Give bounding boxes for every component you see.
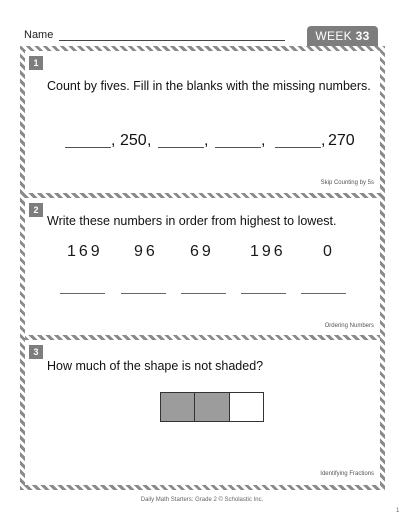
answer-line[interactable] <box>181 293 226 294</box>
answer-line[interactable] <box>121 293 166 294</box>
question-prompt: How much of the shape is not shaded? <box>47 359 264 373</box>
section-1 <box>25 51 380 193</box>
question-prompt: Count by fives. Fill in the blanks with the missing numbers. <box>47 79 371 93</box>
skill-label: Skip Counting by 5s <box>320 180 374 186</box>
number-item: 196 <box>250 243 286 260</box>
skill-label: Ordering Numbers <box>324 323 374 329</box>
question-number-badge: 1 <box>29 56 43 70</box>
skill-label: Identifying Fractions <box>320 471 374 477</box>
section-3 <box>25 335 380 485</box>
unshaded-cell <box>230 393 263 421</box>
comma: , <box>261 132 266 149</box>
week-label: WEEK <box>315 29 352 43</box>
number-item: 169 <box>67 243 103 260</box>
comma: , <box>204 132 209 149</box>
answer-blank[interactable] <box>158 147 204 148</box>
known-number: 250 <box>120 132 147 149</box>
shaded-cell <box>161 393 195 421</box>
number-list <box>45 243 365 267</box>
comma: , <box>147 132 152 149</box>
question-number-badge: 3 <box>29 345 43 359</box>
comma: , <box>111 132 116 149</box>
name-label: Name <box>24 29 54 41</box>
week-number: 33 <box>355 29 370 43</box>
name-line[interactable] <box>59 40 285 41</box>
page-number: 1 <box>396 508 400 514</box>
shaded-cell <box>195 393 229 421</box>
answer-line[interactable] <box>241 293 286 294</box>
answer-line[interactable] <box>301 293 346 294</box>
question-prompt: Write these numbers in order from highest to lowest. <box>47 214 337 228</box>
answer-blank[interactable] <box>215 147 261 148</box>
week-tab <box>307 26 378 46</box>
answer-blank[interactable] <box>65 147 111 148</box>
section-2 <box>25 193 380 335</box>
answer-line[interactable] <box>60 293 105 294</box>
footer-credit: Daily Math Starters: Grade 2 © Scholastic Inc. <box>140 497 264 503</box>
question-number-badge: 2 <box>29 203 43 217</box>
number-item: 96 <box>134 243 158 260</box>
comma: , <box>321 132 326 149</box>
fraction-shape <box>160 392 264 422</box>
number-item: 69 <box>190 243 214 260</box>
number-item: 0 <box>323 243 335 260</box>
worksheet-frame <box>20 46 385 490</box>
known-number: 270 <box>328 132 355 149</box>
count-row <box>65 130 365 152</box>
answer-blank[interactable] <box>275 147 321 148</box>
